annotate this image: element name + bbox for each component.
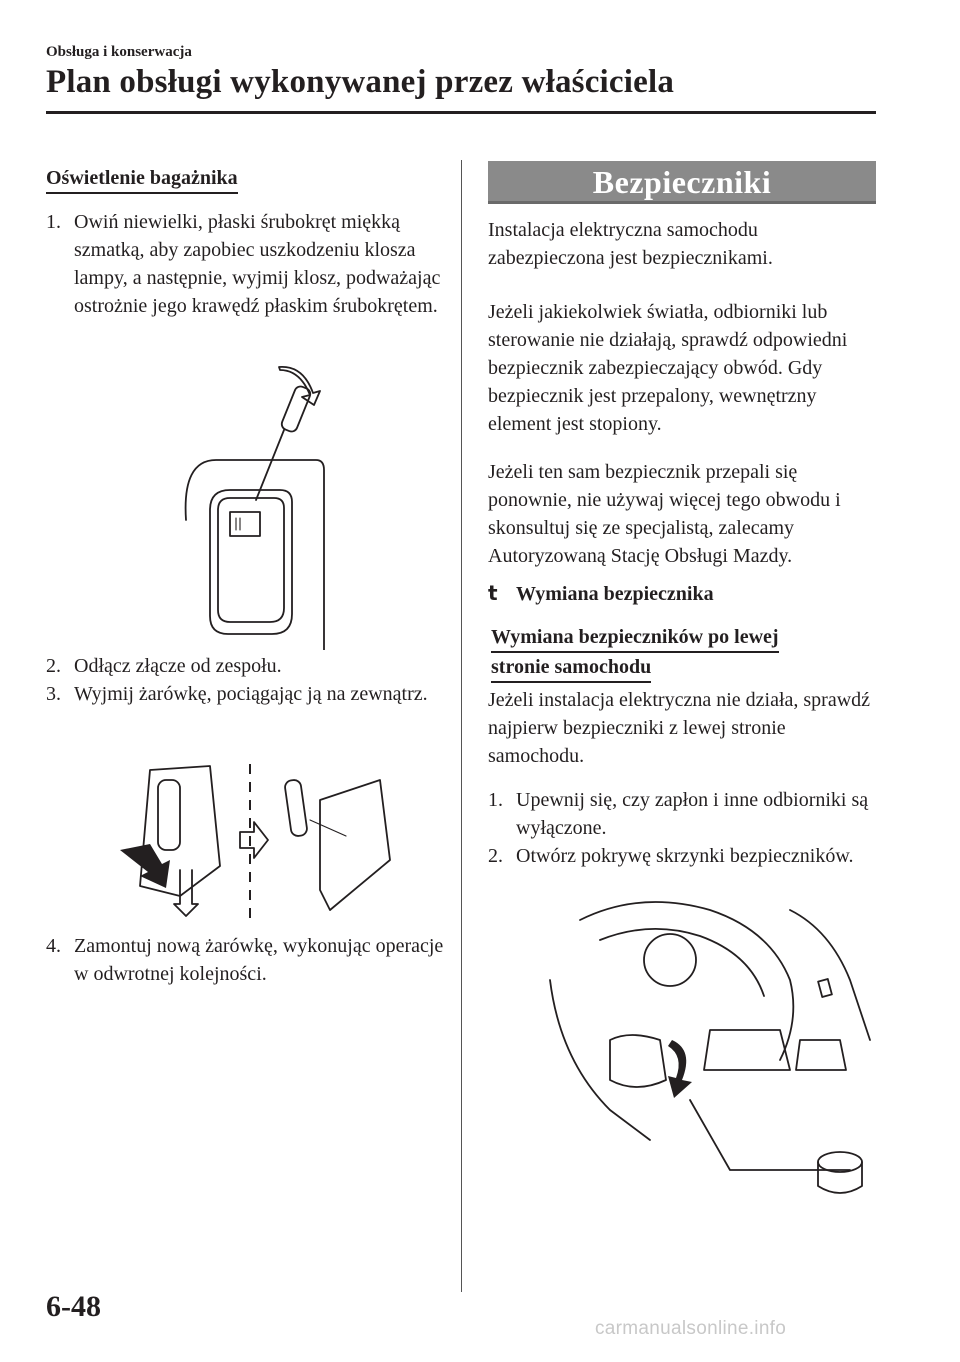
fuses-para-3: Jeżeli ten sam bezpiecznik przepali się ponownie, nie używaj więcej tego obwodu i skonsultuj się ze specjalistą, zalecamy Autoryzowaną Stację Obsługi Mazdy. [488, 461, 841, 567]
open-cover-arrow-icon [668, 1040, 692, 1098]
lens-removal-illustration [180, 360, 340, 650]
step-text: Odłącz złącze od zespołu. [74, 655, 282, 677]
bulb-removal-illustration [110, 760, 400, 920]
step-item [46, 208, 451, 320]
trunk-light-heading: Oświetlenie bagażnika [46, 164, 238, 194]
section-kicker: Obsługa i konserwacja [46, 44, 192, 60]
steps-list-c [46, 932, 451, 988]
uheading-line-1: Wymiana bezpieczników po lewej [491, 623, 779, 653]
steps-list-a [46, 208, 451, 320]
fuses-para-1: Instalacja elektryczna samochodu zabezpieczona jest bezpiecznikami. [488, 219, 773, 269]
pull-arrow-icon [120, 844, 170, 888]
fuse-replacement-subheading [488, 579, 878, 608]
step-text: Zamontuj nową żarówkę, wykonując operacje w odwrotnej kolejności. [74, 935, 444, 985]
next-arrow-icon [240, 822, 268, 858]
step-number: 1. [46, 211, 61, 233]
title-rule [46, 111, 876, 114]
step-number: 2. [488, 845, 503, 867]
subheading-text: Wymiana bezpiecznika [516, 583, 714, 605]
step-item [46, 652, 451, 680]
left-steps-c [46, 932, 451, 988]
uheading-line-2: stronie samochodu [491, 653, 651, 683]
step-number: 1. [488, 789, 503, 811]
left-side-fuses-heading [491, 623, 881, 683]
subheading-marker: t [488, 581, 498, 605]
lamp-lens [218, 498, 284, 622]
step-text: Wyjmij żarówkę, pociągając ją na zewnątrz. [74, 683, 428, 705]
step-number: 4. [46, 935, 61, 957]
dash-lower-edge [550, 980, 650, 1140]
right-steps [488, 786, 878, 870]
step-text: Upewnij się, czy zapłon i inne odbiorniki są wyłączone. [516, 789, 869, 839]
bulb-removed [284, 779, 308, 837]
steering-wheel-inner [600, 929, 764, 996]
steering-hub [644, 934, 696, 986]
lamp-switch [230, 512, 260, 536]
step-number: 2. [46, 655, 61, 677]
dash-vent [818, 979, 832, 997]
watermark: carmanualsonline.info [595, 1318, 787, 1339]
step-item [488, 786, 878, 842]
fuses-para-2: Jeżeli jakiekolwiek światła, odbiorniki lub sterowanie nie działają, sprawdź odpowiedni bezpiecznik zabezpieczający obwód. Gdy bezpiecznik jest przepalony, wewnętrzny element jest stopiony. [488, 301, 848, 435]
pedal-brake [704, 1030, 790, 1070]
steps-list-right [488, 786, 878, 870]
step-text: Owiń niewielki, płaski śrubokręt miękką szmatką, aby zapobiec uszkodzeniu klosza lampy, a następnie, wyjmij klosz, podważając ostrożnie jego krawędź płaskim śrubokrętem. [74, 211, 441, 317]
page-number: 6-48 [46, 1290, 101, 1323]
center-console-edge [790, 910, 870, 1040]
step-item [488, 842, 878, 870]
pedal-accelerator [796, 1040, 846, 1070]
step-text: Otwórz pokrywę skrzynki bezpieczników. [516, 845, 854, 867]
page-title: Plan obsługi wykonywanej przez właściciela [46, 64, 675, 100]
left-column [46, 164, 451, 320]
fuse-box-cover-illustration [540, 900, 880, 1205]
step-item [46, 932, 451, 988]
fuses-banner: Bezpieczniki [488, 161, 876, 204]
console-knob-body [818, 1162, 862, 1193]
step-item [46, 680, 451, 708]
step-number: 3. [46, 683, 61, 705]
steps-list-b [46, 652, 451, 708]
left-steps-b [46, 652, 451, 708]
down-arrow-icon [174, 870, 198, 916]
bulb-left [158, 780, 180, 850]
connector-right [320, 780, 390, 910]
console-knob [818, 1152, 862, 1172]
floor-line [690, 1100, 850, 1170]
fuse-box-cover [610, 1035, 666, 1087]
column-divider [461, 160, 462, 1292]
fuses-para-4: Jeżeli instalacja elektryczna nie działa, sprawdź najpierw bezpieczniki z lewej stronie samochodu. [488, 689, 871, 767]
screwdriver-handle [280, 385, 312, 434]
